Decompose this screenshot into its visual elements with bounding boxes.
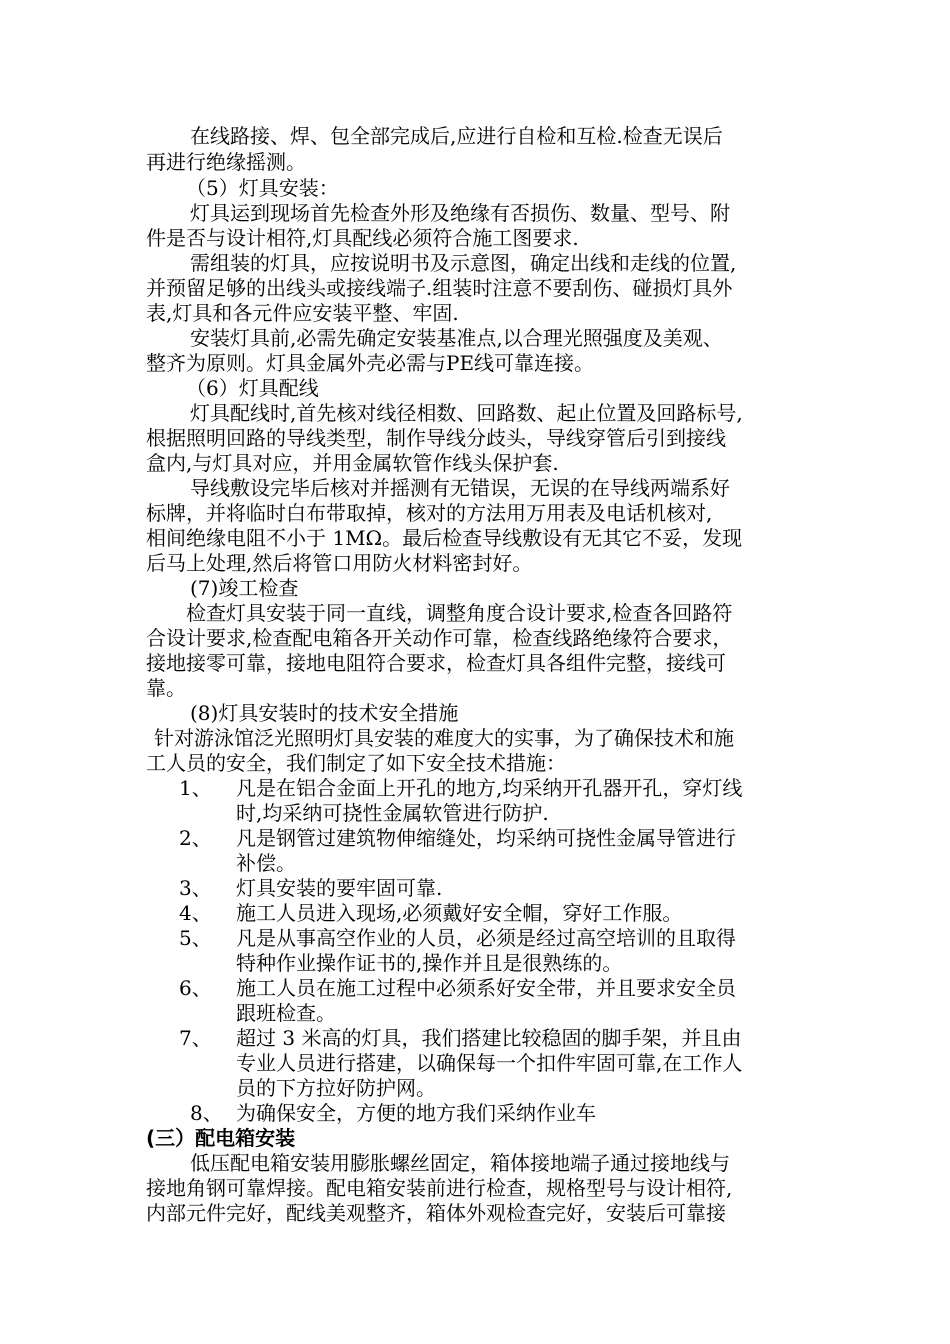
body-text-line: 件是否与设计相符,灯具配线必须符合施工图要求. xyxy=(146,226,579,250)
body-text-line: 针对游泳馆泛光照明灯具安装的难度大的实事，为了确保技术和施 xyxy=(154,726,734,750)
body-text-line: 表,灯具和各元件应安装平整、牢固. xyxy=(146,301,459,325)
list-number: 4、 xyxy=(179,901,212,925)
body-text-line: 接地角钢可靠焊接。配电箱安装前进行检查，规格型号与设计相符, xyxy=(146,1176,733,1200)
body-text-line: 导线敷设完毕后核对并摇测有无错误，无误的在导线两端系好 xyxy=(190,476,730,500)
list-number: 6、 xyxy=(179,976,212,1000)
body-text-line: 灯具配线时,首先核对线径相数、回路数、起止位置及回路标号, xyxy=(190,401,743,425)
section-heading: (三）配电箱安装 xyxy=(146,1126,296,1150)
list-item-text: 补偿。 xyxy=(236,851,296,875)
list-item-text: 为确保安全，方便的地方我们采纳作业车 xyxy=(236,1101,596,1125)
body-text-line: 再进行绝缘摇测。 xyxy=(146,150,306,174)
body-text-line: 根据照明回路的导线类型，制作导线分歧头，导线穿管后引到接线 xyxy=(146,426,726,450)
list-number: 5、 xyxy=(179,926,212,950)
list-item-text: 凡是钢管过建筑物伸缩缝处，均采纳可挠性金属导管进行 xyxy=(236,826,736,850)
body-text-line: 标牌，并将临时白布带取掉，核对的方法用万用表及电话机核对, xyxy=(146,501,713,525)
list-item-text: 灯具安装的要牢固可靠. xyxy=(236,876,443,900)
list-item-text: 员的下方拉好防护网。 xyxy=(236,1076,436,1100)
list-item-text: 跟班检查。 xyxy=(236,1001,336,1025)
list-item-text: 施工人员进入现场,必须戴好安全帽，穿好工作服。 xyxy=(236,901,683,925)
list-item-text: 施工人员在施工过程中必须系好安全带，并且要求安全员 xyxy=(236,976,736,1000)
section-label: (7)竣工检查 xyxy=(190,576,299,600)
body-text-line: 灯具运到现场首先检查外形及绝缘有否损伤、数量、型号、附 xyxy=(190,201,730,225)
body-text-line: 在线路接、焊、包全部完成后,应进行自检和互检.检查无误后 xyxy=(190,124,723,148)
body-text-line: 盒内,与灯具对应，并用金属软管作线头保护套. xyxy=(146,451,559,475)
body-text-line: 检查灯具安装于同一直线，调整角度合设计要求,检查各回路符 xyxy=(186,601,733,625)
body-text-line: 合设计要求,检查配电箱各开关动作可靠，检查线路绝缘符合要求， xyxy=(146,626,733,650)
list-item-text: 特种作业操作证书的,操作并且是很熟练的。 xyxy=(236,951,623,975)
body-text-line: 相间绝缘电阻不小于 1MΩ。最后检查导线敷设有无其它不妥，发现 xyxy=(146,526,743,550)
body-text-line: 整齐为原则。灯具金属外壳必需与PE线可靠连接。 xyxy=(146,351,595,375)
body-text-line: 并预留足够的出线头或接线端子.组装时注意不要刮伤、碰损灯具外 xyxy=(146,276,733,300)
list-item-text: 时,均采纳可挠性金属软管进行防护. xyxy=(236,801,549,825)
body-text-line: 低压配电箱安装用膨胀螺丝固定，箱体接地端子通过接地线与 xyxy=(190,1151,730,1175)
list-number: 1、 xyxy=(179,776,212,800)
list-number: 7、 xyxy=(179,1026,212,1050)
body-text-line: 工人员的安全，我们制定了如下安全技术措施： xyxy=(146,751,566,775)
list-item-text: 专业人员进行搭建，以确保每一个扣件牢固可靠,在工作人 xyxy=(236,1051,743,1075)
body-text-line: 后马上处理,然后将管口用防火材料密封好。 xyxy=(146,551,533,575)
list-item-text: 凡是在铝合金面上开孔的地方,均采纳开孔器开孔，穿灯线 xyxy=(236,776,743,800)
body-text-line: 安装灯具前,必需先确定安装基准点,以合理光照强度及美观、 xyxy=(190,326,723,350)
list-item-text: 超过 3 米高的灯具，我们搭建比较稳固的脚手架，并且由 xyxy=(236,1026,742,1050)
body-text-line: 内部元件完好，配线美观整齐，箱体外观检查完好，安装后可靠接 xyxy=(146,1201,726,1225)
list-number: 8、 xyxy=(190,1101,223,1125)
list-number: 2、 xyxy=(179,826,212,850)
list-number: 3、 xyxy=(179,876,212,900)
body-text-line: 接地接零可靠，接地电阻符合要求，检查灯具各组件完整，接线可 xyxy=(146,651,726,675)
section-label: （5）灯具安装： xyxy=(186,176,339,200)
list-item-text: 凡是从事高空作业的人员，必须是经过高空培训的且取得 xyxy=(236,926,736,950)
section-label: (8)灯具安装时的技术安全措施 xyxy=(190,701,459,725)
body-text-line: 需组装的灯具，应按说明书及示意图，确定出线和走线的位置, xyxy=(190,251,737,275)
body-text-line: 靠。 xyxy=(146,676,186,700)
section-label: （6）灯具配线 xyxy=(186,376,319,400)
